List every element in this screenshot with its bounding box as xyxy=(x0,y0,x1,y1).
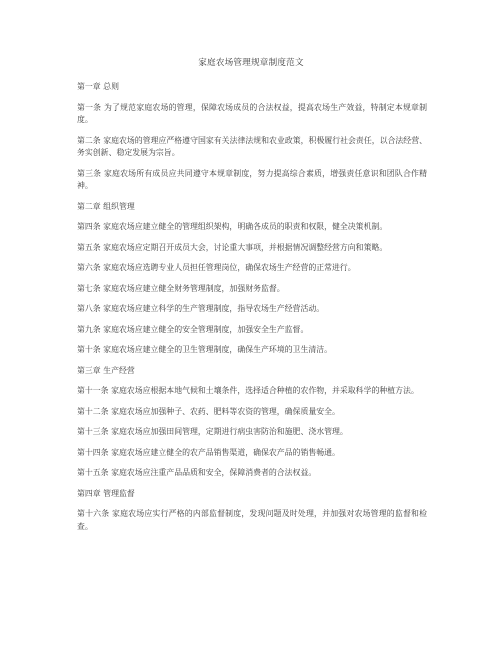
article-paragraph: 第八条 家庭农场应建立科学的生产管理制度，指导农场生产经营活动。 xyxy=(77,304,325,313)
article-paragraph: 第十条 家庭农场应建立健全的卫生管理制度，确保生产环境的卫生清洁。 xyxy=(77,345,333,354)
article-paragraph: 第十六条 家庭农场应实行严格的内部监督制度，发现问题及时处理，并加强对农场管理的监督和检查。 xyxy=(77,509,427,531)
article-paragraph: 第十五条 家庭农场应注重产品品质和安全，保障消费者的合法权益。 xyxy=(77,468,317,477)
article-paragraph: 第六条 家庭农场应选聘专业人员担任管理岗位，确保农场生产经营的正常进行。 xyxy=(77,263,356,272)
article-paragraph: 第十一条 家庭农场应根据本地气候和土壤条件，选择适合种植的农作物，并采取科学的种植方法。 xyxy=(77,386,419,395)
article-paragraph: 第二条 家庭农场的管理应严格遵守国家有关法律法规和农业政策，积极履行社会责任，以合法经营、务实创新、稳定发展为宗旨。 xyxy=(77,135,427,157)
article-paragraph: 第十四条 家庭农场应建立健全的农产品销售渠道，确保农产品的销售畅通。 xyxy=(77,447,340,457)
document-title: 家庭农场管理规章制度范文 xyxy=(198,58,304,68)
article-paragraph: 第七条 家庭农场应建立健全财务管理制度，加强财务监督。 xyxy=(77,283,285,293)
article-paragraph: 第三条 家庭农场所有成员应共同遵守本规章制度，努力提高综合素质，增强责任意识和团队合作精神。 xyxy=(77,168,427,190)
article-paragraph: 第十三条 家庭农场应加强田间管理，定期进行病虫害防治和施肥、浇水管理。 xyxy=(77,427,348,436)
chapter-heading: 第一章 总则 xyxy=(77,82,119,91)
article-paragraph: 第九条 家庭农场应建立健全的安全管理制度，加强安全生产监督。 xyxy=(77,324,309,334)
chapter-heading: 第二章 组织管理 xyxy=(77,201,135,211)
document-body xyxy=(77,81,427,541)
article-paragraph: 第四条 家庭农场应建立健全的管理组织架构，明确各成员的职责和权限，健全决策机制。 xyxy=(77,222,388,231)
chapter-heading: 第四章 管理监督 xyxy=(77,488,135,498)
article-paragraph: 第一条 为了规范家庭农场的管理，保障农场成员的合法权益，提高农场生产效益，特制定本规章制度。 xyxy=(77,102,427,124)
article-paragraph: 第五条 家庭农场应定期召开成员大会，讨论重大事项，并根据情况调整经营方向和策略。 xyxy=(77,242,388,252)
article-paragraph: 第十二条 家庭农场应加强种子、农药、肥料等农资的管理，确保质量安全。 xyxy=(77,406,340,416)
chapter-heading: 第三章 生产经营 xyxy=(77,365,135,375)
